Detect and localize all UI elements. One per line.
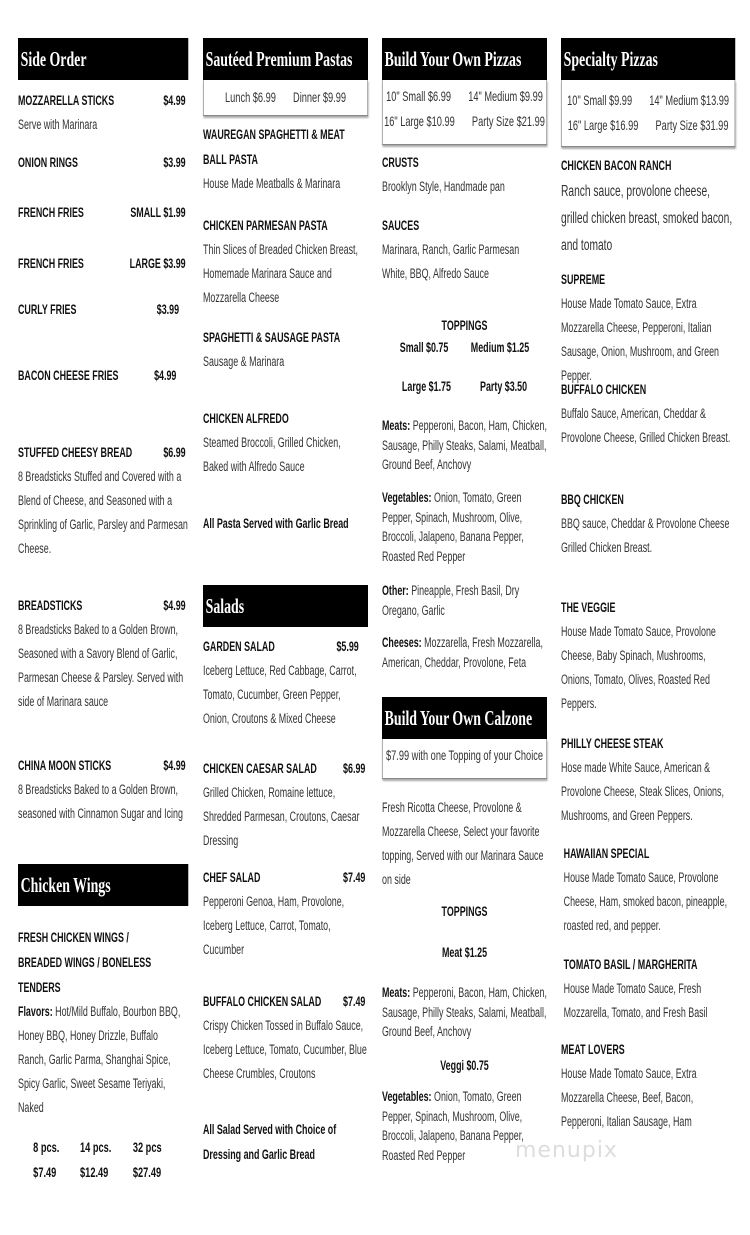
calzone-meat-price: Meat $1.25 — [441, 945, 488, 960]
item-name: BUFFALO CHICKEN SALAD — [203, 994, 322, 1009]
item-price: $4.99 — [163, 598, 186, 613]
item-name: HAWAIIAN SPECIAL — [563, 846, 650, 861]
menu-item — [18, 297, 182, 322]
item-name: BREADSTICKS — [18, 598, 83, 613]
column-specialty-pizzas — [561, 0, 735, 1235]
item-price: $7.49 — [343, 994, 366, 1009]
item-name: MEAT LOVERS — [561, 1042, 625, 1057]
item-desc: House Made Tomato Sauce, Extra Mozzarella Cheese, Beef, Bacon, Pepperoni, Italian Sausage, Ham — [561, 1066, 697, 1129]
item-desc: House Made Tomato Sauce, Provolone Cheese, Baby Spinach, Mushrooms, Onions, Tomato, Olives, Roasted Red Peppers. — [561, 624, 716, 711]
menu-item — [18, 88, 188, 137]
item-desc: Steamed Broccoli, Grilled Chicken, Baked with Alfredo Sauce — [203, 435, 341, 474]
calzone-vegetables-list — [382, 1087, 534, 1166]
topping-price: Large $1.75 — [401, 379, 451, 394]
size-price: 10" Small $9.99 — [567, 92, 633, 108]
item-desc: Pepperoni Genoa, Ham, Provolone, Iceberg Lettuce, Carrot, Tomato, Cucumber — [203, 894, 345, 957]
calzone-toppings-label: TOPPINGS — [441, 904, 488, 919]
cheeses-label: Cheeses: — [382, 635, 422, 650]
crusts-section — [382, 150, 547, 199]
topping-price: Medium $1.25 — [470, 340, 530, 355]
salads-header: Salads — [203, 585, 368, 627]
calzone-meats-list — [382, 983, 547, 1042]
wings-heading — [18, 925, 175, 1000]
vegetables-list — [382, 488, 534, 567]
item-desc: Iceberg Lettuce, Red Cabbage, Carrot, Tomato, Cucumber, Green Pepper, Onion, Croutons & Mixed Cheese — [203, 663, 357, 726]
item-price: $4.99 — [163, 93, 186, 108]
size-price: Party Size $21.99 — [471, 113, 545, 129]
menu-item — [18, 363, 179, 388]
item-name: SPAGHETTI & SAUSAGE PASTA — [203, 330, 341, 345]
pastas-header: Sautéed Premium Pastas — [203, 38, 368, 80]
wings-size-price: $27.49 — [132, 1164, 162, 1180]
item-name: WAUREGAN SPAGHETTI & MEAT BALL PASTA — [203, 127, 345, 167]
meats-text: Pepperoni, Bacon, Ham, Chicken, Sausage, Philly Steaks, Salami, Meatball, Ground Beef, Anchovy — [382, 418, 547, 473]
size-price: 14" Medium $13.99 — [649, 92, 730, 108]
menu-item — [18, 593, 188, 714]
item-desc: Sausage & Marinara — [203, 354, 285, 369]
menu-item — [18, 200, 188, 225]
item-desc: House Made Tomato Sauce, Extra Mozzarella Cheese, Pepperoni, Italian Sausage, Onion, Mushroom, and Green Pepper. — [561, 296, 719, 383]
item-name: CHEF SALAD — [203, 870, 261, 885]
pasta-note — [203, 511, 368, 536]
item-name: PHILLY CHEESE STEAK — [561, 736, 664, 751]
item-price: $5.99 — [336, 639, 359, 654]
other-list — [382, 581, 547, 620]
item-name: CURLY FRIES — [18, 302, 77, 317]
topping-price: Small $0.75 — [399, 340, 449, 355]
wings-size-price: $7.49 — [33, 1164, 57, 1180]
column-pastas-salads — [203, 0, 368, 1235]
specialty-header: Specialty Pizzas — [561, 38, 735, 80]
item-price: $6.99 — [343, 761, 366, 776]
item-desc: 8 Breadsticks Stuffed and Covered with a Blend of Cheese, and Seasoned with a Sprinkling of Garlic, Parsley and Parmesan Cheese. — [18, 469, 188, 556]
salad-note — [203, 1117, 342, 1167]
size-price: 10" Small $6.99 — [386, 88, 452, 104]
item-desc: House Made Meatballs & Marinara — [203, 176, 341, 191]
menu-item — [18, 753, 188, 826]
column-side-order-wings — [18, 0, 188, 1235]
item-name: CHICKEN ALFREDO — [203, 411, 289, 426]
meats-list — [382, 416, 547, 475]
specialty-price-box — [561, 80, 735, 147]
meats-label: Meats: — [382, 985, 411, 1000]
veg-label: Vegetables: — [382, 1089, 432, 1104]
item-name: BUFFALO CHICKEN — [561, 382, 647, 397]
item-desc: Crispy Chicken Tossed in Buffalo Sauce, Iceberg Lettuce, Tomato, Cucumber, Blue Cheese Crumbles, Croutons — [203, 1018, 367, 1081]
column-build-pizza-calzone — [382, 0, 547, 1235]
build-pizza-header: Build Your Own Pizzas — [382, 38, 547, 80]
item-name: FRENCH FRIES — [18, 205, 84, 220]
menu-item — [203, 989, 368, 1086]
size-price: 16" Large $16.99 — [567, 117, 639, 133]
topping-prices-row — [382, 377, 547, 397]
menu-item — [561, 267, 735, 388]
calzone-price-box — [382, 739, 547, 779]
item-name: FRENCH FRIES — [18, 256, 84, 271]
item-desc: 8 Breadsticks Baked to a Golden Brown, Seasoned with a Savory Blend of Garlic, Parmesan Cheese & Parsley. Served with side of Marinara sauce — [18, 622, 184, 709]
item-desc: House Made Tomato Sauce, Provolone Cheese, Ham, smoked bacon, pineapple, roasted red, and pepper. — [563, 870, 728, 933]
menu-item — [18, 251, 188, 276]
menu-item — [203, 325, 368, 374]
menu-item — [561, 731, 735, 828]
menu-item — [561, 487, 735, 560]
lunch-price: Lunch $6.99 — [225, 89, 276, 105]
item-name: STUFFED CHEESY BREAD — [18, 445, 133, 460]
item-desc: Thin Slices of Breaded Chicken Breast, Homemade Marinara Sauce and Mozzarella Cheese — [203, 242, 359, 305]
item-price: $4.99 — [154, 368, 177, 383]
size-price: 16" Large $10.99 — [384, 113, 455, 129]
item-name: GARDEN SALAD — [203, 639, 275, 654]
cheeses-text: Mozzarella, Fresh Mozzarella, American, Cheddar, Provolone, Feta — [382, 635, 543, 670]
calzone-veggi-price: Veggi $0.75 — [440, 1058, 489, 1073]
item-name: ONION RINGS — [18, 155, 78, 170]
menu-item — [18, 440, 188, 561]
item-price: $3.99 — [163, 155, 186, 170]
size-price: 14" Medium $9.99 — [468, 88, 543, 104]
topping-price: Party $3.50 — [479, 379, 528, 394]
wings-size-price: $12.49 — [80, 1164, 109, 1180]
flavors-label: Flavors: — [18, 1004, 53, 1019]
side-order-header: Side Order — [18, 38, 188, 80]
item-desc: Ranch sauce, provolone cheese, grilled chicken breast, smoked bacon, and tomato — [561, 183, 733, 254]
veg-text: Onion, Tomato, Green Pepper, Spinach, Mushroom, Olive, Broccoli, Jalapeno, Banana Pepper, Roasted Red Pepper — [382, 1089, 524, 1164]
menu-item — [564, 841, 736, 938]
menu-item — [203, 213, 368, 310]
calzone-header: Build Your Own Calzone — [382, 697, 547, 739]
veg-text: Onion, Tomato, Green Pepper, Spinach, Mushroom, Olive, Broccoli, Jalapeno, Banana Pepper, Roasted Red Pepper — [382, 490, 524, 565]
menu-item — [561, 377, 735, 450]
toppings-label: TOPPINGS — [441, 318, 488, 333]
menu-item — [203, 406, 342, 479]
item-desc: House Made Tomato Sauce, Fresh Mozzarella, Tomato, and Fresh Basil — [563, 981, 708, 1020]
item-name: MOZZARELLA STICKS — [18, 93, 115, 108]
build-pizza-price-box — [382, 80, 547, 145]
item-price: LARGE $3.99 — [129, 256, 186, 271]
veg-label: Vegetables: — [382, 490, 432, 505]
sauces-label: SAUCES — [382, 218, 420, 233]
topping-prices-row — [382, 338, 547, 358]
salad-note-text: All Salad Served with Choice of Dressing and Garlic Bread — [203, 1122, 337, 1162]
item-price: $3.99 — [156, 302, 180, 317]
other-text: Pineapple, Fresh Basil, Dry Oregano, Garlic — [382, 583, 520, 618]
item-name: BACON CHEESE FRIES — [18, 368, 119, 383]
item-price: $6.99 — [163, 445, 186, 460]
other-label: Other: — [382, 583, 409, 598]
wings-flavors — [18, 1000, 188, 1120]
item-desc: BBQ sauce, Cheddar & Provolone Cheese Grilled Chicken Breast. — [561, 516, 730, 555]
calzone-desc: Fresh Ricotta Cheese, Provolone & Mozzarella Cheese, Select your favorite topping, Served with our Marinara Sauce on side — [382, 800, 544, 887]
item-price: SMALL $1.99 — [130, 205, 186, 220]
menu-item — [203, 634, 361, 731]
wings-size-count: 8 pcs. — [33, 1139, 60, 1155]
meats-label: Meats: — [382, 418, 411, 433]
item-name: CHICKEN BACON RANCH — [561, 158, 672, 173]
sauces-section — [382, 213, 534, 286]
crusts-label: CRUSTS — [382, 155, 419, 170]
item-price: $4.99 — [163, 758, 186, 773]
item-desc: Grilled Chicken, Romaine lettuce, Shredded Parmesan, Croutons, Caesar Dressing — [203, 785, 360, 848]
item-desc: 8 Breadsticks Baked to a Golden Brown, seasoned with Cinnamon Sugar and Icing — [18, 782, 183, 821]
menu-item — [564, 952, 736, 1025]
item-name: SUPREME — [561, 272, 606, 287]
item-desc: Buffalo Sauce, American, Cheddar & Provolone Cheese, Grilled Chicken Breast. — [561, 406, 731, 445]
pastas-price-box — [203, 80, 368, 116]
item-name: THE VEGGIE — [561, 600, 616, 615]
meats-text: Pepperoni, Bacon, Ham, Chicken, Sausage, Philly Steaks, Salami, Meatball, Ground Beef, Anchovy — [382, 985, 547, 1040]
menu-item — [561, 153, 735, 259]
item-price: $7.49 — [343, 870, 366, 885]
wings-heading-text: FRESH CHICKEN WINGS / BREADED WINGS / BONELESS TENDERS — [18, 930, 152, 995]
wings-size-count: 32 pcs — [132, 1139, 162, 1155]
menu-item — [561, 595, 735, 716]
menu-item — [18, 150, 188, 175]
sauces-text: Marinara, Ranch, Garlic Parmesan White, BBQ, Alfredo Sauce — [382, 242, 520, 281]
menu-item — [203, 756, 368, 853]
wings-size-count: 14 pcs. — [80, 1139, 112, 1155]
menupix-watermark: menupix — [515, 1138, 618, 1163]
chicken-wings-header: Chicken Wings — [18, 864, 188, 906]
menu-item — [561, 1037, 735, 1134]
menu-item — [203, 122, 368, 196]
item-desc: Serve with Marinara — [18, 117, 98, 132]
item-desc: Hose made White Sauce, American & Provolone Cheese, Steak Slices, Onions, Mushrooms, and Green Peppers. — [561, 760, 724, 823]
pasta-note-text: All Pasta Served with Garlic Bread — [203, 516, 349, 531]
flavors-text: Hot/Mild Buffalo, Bourbon BBQ, Honey BBQ, Honey Drizzle, Buffalo Ranch, Garlic Parma, Shanghai Spice, Spicy Garlic, Sweet Sesame Teriyaki, Naked — [18, 1004, 181, 1115]
size-price: Party Size $31.99 — [655, 117, 729, 133]
menu-item — [203, 865, 368, 962]
item-name: BBQ CHICKEN — [561, 492, 624, 507]
item-name: CHICKEN CAESAR SALAD — [203, 761, 317, 776]
item-name: TOMATO BASIL / MARGHERITA — [563, 957, 698, 972]
calzone-price: $7.99 with one Topping of your Choice — [385, 747, 544, 763]
cheeses-list — [382, 633, 547, 672]
item-name: CHINA MOON STICKS — [18, 758, 112, 773]
crusts-text: Brooklyn Style, Handmade pan — [382, 179, 505, 194]
dinner-price: Dinner $9.99 — [293, 89, 346, 105]
item-name: CHICKEN PARMESAN PASTA — [203, 218, 328, 233]
